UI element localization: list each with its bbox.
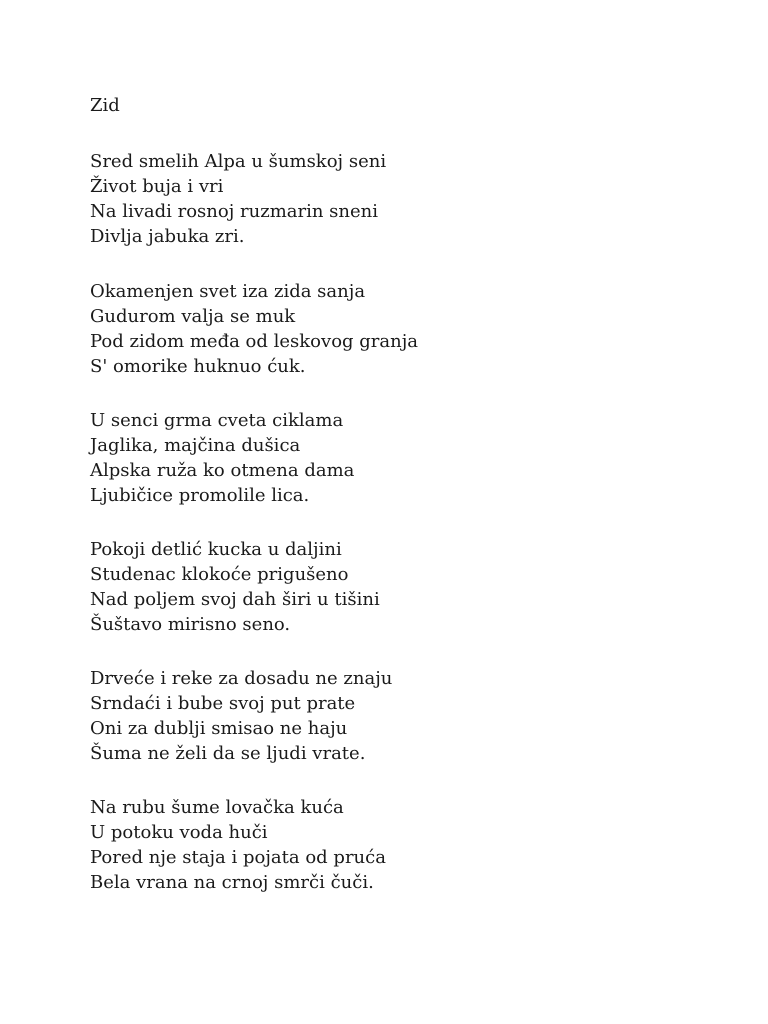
poem-line: Oni za dublji smisao ne haju [90,718,348,739]
stanza [90,537,380,637]
stanza [90,408,354,508]
poem-line: Divlja jabuka zri. [90,226,245,247]
poem-line: Srndaći i bube svoj put prate [90,693,356,714]
poem-line: U potoku voda huči [90,822,268,843]
poem-line: Sred smelih Alpa u šumskoj seni [90,151,387,172]
poem-line: Šuma ne želi da se ljudi vrate. [90,743,366,764]
poem-line: Drveće i reke za dosadu ne znaju [90,668,393,689]
stanza [90,149,386,249]
poem-line: Jaglika, majčina dušica [90,435,301,456]
poem-line: Pod zidom međa od leskovog granja [90,331,419,352]
stanza [90,279,418,379]
poem-line: Okamenjen svet iza zida sanja [90,281,366,302]
poem-line: Gudurom valja se muk [90,306,296,327]
poem-line: Bela vrana na crnoj smrči čuči. [90,872,374,893]
poem-line: Studenac klokoće prigušeno [90,564,349,585]
stanza [90,795,386,895]
poem-line: Pokoji detlić kucka u daljini [90,539,342,560]
poem-line: Nad poljem svoj dah širi u tišini [90,589,380,610]
stanza [90,666,392,766]
poem-line: Na rubu šume lovačka kuća [90,797,344,818]
poem-line: Šuštavo mirisno seno. [90,614,291,635]
poem-line: U senci grma cveta ciklama [90,410,344,431]
poem-line: S' omorike huknuo ćuk. [90,356,306,377]
poem-line: Na livadi rosnoj ruzmarin sneni [90,201,379,222]
poem-line: Ljubičice promolile lica. [90,485,310,506]
poem-line: Pored nje staja i pojata od pruća [90,847,386,868]
poem-title: Zid [90,95,120,116]
poem-line: Život buja i vri [90,176,224,197]
poem-line: Alpska ruža ko otmena dama [90,460,355,481]
